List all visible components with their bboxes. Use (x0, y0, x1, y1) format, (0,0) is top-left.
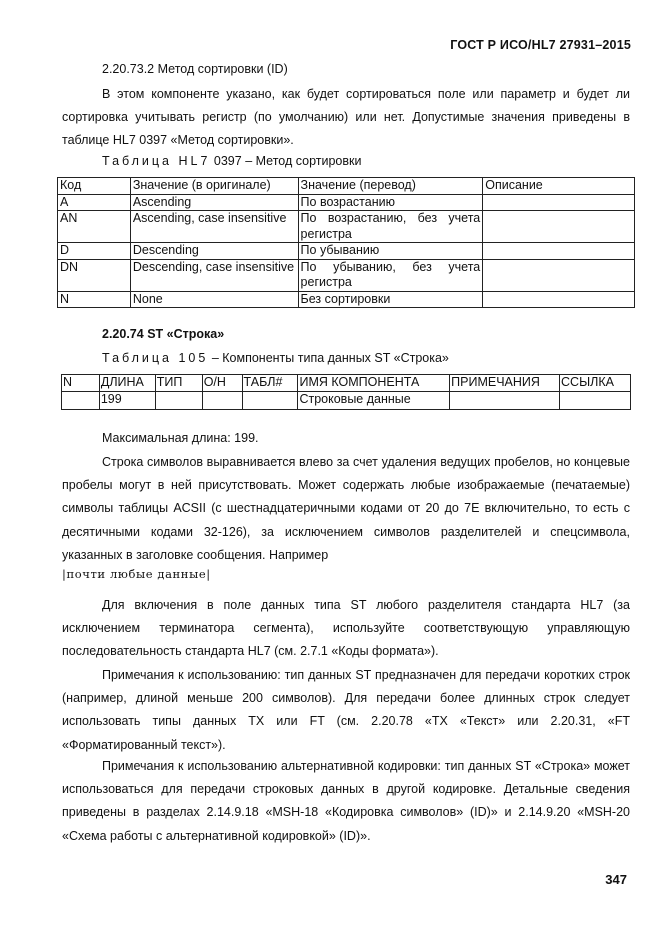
table-row (58, 259, 635, 291)
table-cell: По убыванию, без учета регистра (298, 259, 483, 291)
table-row (58, 194, 635, 211)
table-cell (450, 391, 560, 409)
table-caption-0397 (102, 154, 361, 168)
table-105-st-components (61, 374, 631, 410)
table-cell: N (58, 291, 131, 308)
table-cell: По убыванию (298, 243, 483, 260)
caption-label: Таблица HL7 (102, 154, 211, 168)
example-string: |почти любые данные| (62, 567, 211, 581)
column-header: Значение (перевод) (298, 178, 483, 195)
column-header: Значение (в оригинале) (130, 178, 298, 195)
table-row (62, 391, 631, 409)
column-header: ТИП (155, 375, 202, 392)
table-row (58, 211, 635, 243)
table-cell: По возрастанию, без учета регистра (298, 211, 483, 243)
table-cell: AN (58, 211, 131, 243)
heading-title: ST «Строка» (147, 327, 225, 341)
table-header-row (62, 375, 631, 392)
table-cell (202, 391, 242, 409)
table-cell: DN (58, 259, 131, 291)
table-row (58, 291, 635, 308)
table-cell: D (58, 243, 131, 260)
table-cell: 199 (99, 391, 155, 409)
table-cell (242, 391, 298, 409)
table-cell (62, 391, 100, 409)
paragraph-string-description: Строка символов выравнивается влево за счет удаления ведущих пробелов, но концевые пробелы могут в ней присутствовать. Может содержать любые изображаемые (печатаемые) символы таблицы ACSII (с шестнадцатеричными кодами от 20 до 7E включительно, то есть с десятичными кодами 32-126), за исключением символов разделителей и спецсимвола, указанных в заголовке сообщения. Например (62, 455, 630, 562)
paragraph-alt-encoding: Примечания к использованию альтернативной кодировки: тип данных ST «Строка» может использоваться для передачи строковых данных в другой кодировке. Детальные сведения приведены в разделах 2.14.9.18 «MSH-18 «Кодировка символов» (ID)» и 2.14.9.20 «MSH-20 «Схема работы с альтернативной кодировкой» (ID)». (62, 759, 630, 843)
column-header: ПРИМЕЧАНИЯ (450, 375, 560, 392)
table-cell: По возрастанию (298, 194, 483, 211)
column-header: ССЫЛКА (560, 375, 631, 392)
table-cell (483, 194, 635, 211)
table-hl7-0397 (57, 177, 635, 308)
column-header: ДЛИНА (99, 375, 155, 392)
table-cell: Без сортировки (298, 291, 483, 308)
table-cell: None (130, 291, 298, 308)
table-row (58, 243, 635, 260)
max-length-text: Максимальная длина: 199. (102, 431, 259, 445)
table-header-row (58, 178, 635, 195)
table-cell: Descending, case insensitive (130, 259, 298, 291)
table-cell (483, 243, 635, 260)
caption-title: – Компоненты типа данных ST «Строка» (211, 351, 449, 365)
heading-number: 2.20.74 (102, 327, 144, 341)
section-heading-2-20-74 (102, 327, 224, 341)
column-header: О/Н (202, 375, 242, 392)
caption-number: 0397 (213, 154, 242, 168)
column-header: N (62, 375, 100, 392)
table-cell: Ascending (130, 194, 298, 211)
page-number: 347 (605, 872, 627, 887)
table-cell: Строковые данные (298, 391, 450, 409)
table-cell: A (58, 194, 131, 211)
table-cell (483, 211, 635, 243)
table-cell (483, 259, 635, 291)
table-cell (483, 291, 635, 308)
paragraph-delimiters: Для включения в поле данных типа ST любого разделителя стандарта HL7 (за исключением терминатора сегмента), используйте соответствующую управляющую последовательность стандарта HL7 (см. 2.7.1 «Коды формата»). (62, 598, 630, 659)
table-cell (155, 391, 202, 409)
table-cell: Descending (130, 243, 298, 260)
document-header: ГОСТ Р ИСО/HL7 27931–2015 (450, 38, 631, 52)
column-header: ИМЯ КОМПОНЕНТА (298, 375, 450, 392)
column-header: Описание (483, 178, 635, 195)
paragraph-usage-notes: Примечания к использованию: тип данных ST предназначен для передачи коротких строк (например, длиной меньше 200 символов). Для передачи более длинных строк следует использовать типы данных TX или FT (см. 2.20.78 «TX «Текст» или 2.20.31, «FT «Форматированный текст»). (62, 668, 630, 752)
caption-title: – Метод сортировки (245, 154, 362, 168)
table-caption-105 (102, 351, 449, 365)
paragraph-sort-method: В этом компоненте указано, как будет сортироваться поле или параметр и будет ли сортировка учитывать регистр (по умолчанию) или нет. Допустимые значения приведены в таблице HL7 0397 «Метод сортировки». (62, 87, 630, 148)
table-cell (560, 391, 631, 409)
column-header: Код (58, 178, 131, 195)
caption-label: Таблица 105 (102, 351, 209, 365)
column-header: ТАБЛ# (242, 375, 298, 392)
table-cell: Ascending, case insensitive (130, 211, 298, 243)
section-heading-2-20-73-2: 2.20.73.2 Метод сортировки (ID) (102, 62, 288, 76)
